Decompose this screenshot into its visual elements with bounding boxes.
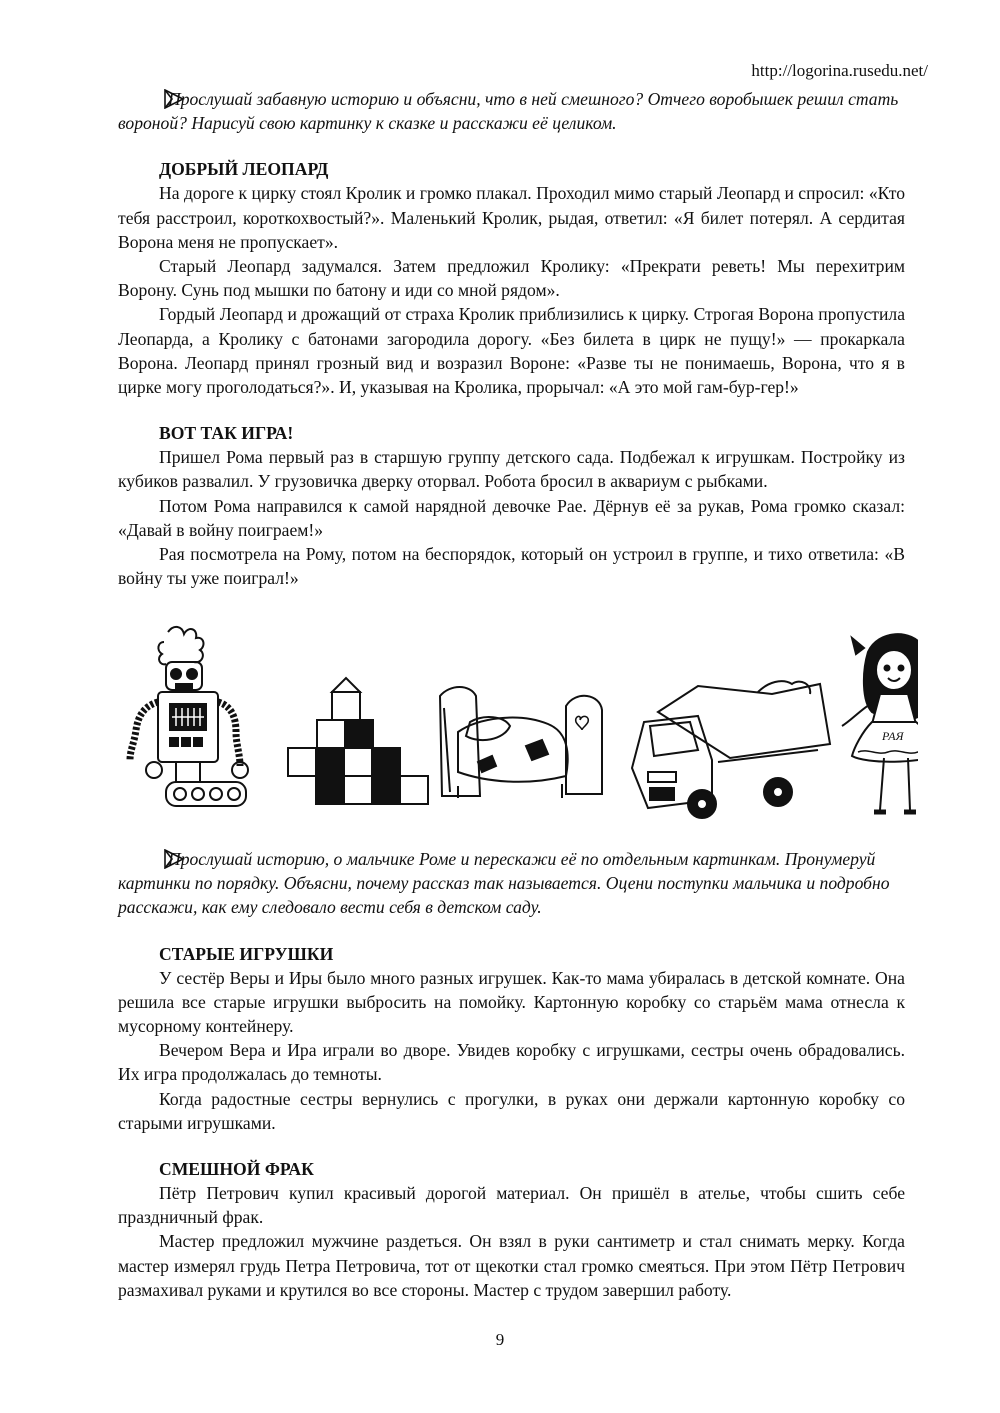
story-title-old-toys: СТАРЫЕ ИГРУШКИ: [159, 943, 334, 964]
story-paragraph: Гордый Леопард и дрожащий от страха Кролик приблизились к цирку. Строгая Ворона пропустила Леопарда, а Кролику с батонами загородила дорогу. «Без билета в цирк не пущу!» — прокаркала Ворона. Леопард принял грозный вид и возразил Вороне: «Разве ты не понимаешь, Ворона, что я в цирке могу проголодаться?». И, указывая на Кролика, прорычал: «А это мой гам-бур-гер!»: [118, 304, 905, 398]
girl-dress-label: РАЯ: [882, 729, 904, 743]
story-paragraph: У сестёр Веры и Иры было много разных игрушек. Как-то мама убиралась в детской комнате. Она решила все старые игрушки выбросить на помойку. Картонную коробку со старьём мама отнесла к мусорному контейнеру.: [118, 967, 905, 1037]
arrow-icon: [163, 849, 185, 869]
story-paragraph: Мастер предложил мужчине раздеться. Он взял в руки сантиметр и стал снимать мерку. Когда мастер измерял грудь Петра Петровича, тот от щекотки стал громко смеяться. При этом Пётр Петрович размахивал руками и крутился во все стороны. Мастер с трудом завершил работу.: [118, 1231, 905, 1300]
story-paragraph: Пётр Петрович купил красивый дорогой материал. Он пришёл в ателье, чтобы сшить себе праздничный фрак.: [118, 1183, 905, 1228]
story-paragraph: Когда радостные сестры вернулись с прогулки, в руках они держали картонную коробку со старыми игрушками.: [118, 1088, 905, 1133]
lower-text-block: [118, 847, 905, 1302]
arrow-icon: [163, 89, 185, 109]
story-paragraph: Пришел Рома первый раз в старшую группу детского сада. Подбежал к игрушкам. Постройку из кубиков развалил. У грузовичка дверку оторвал. Робота бросил в аквариум с рыбками.: [118, 447, 905, 492]
story-paragraph: На дороге к цирку стоял Кролик и громко плакал. Проходил мимо старый Леопард и спросил: «Кто тебя расстроил, короткохвостый?». Маленький Кролик, рыдая, ответил: «Я билет потерял. А сердитая Ворона меня не пропускает».: [118, 183, 905, 252]
upper-text-block: [118, 87, 905, 590]
page-number: 9: [495, 1330, 505, 1349]
task-instruction-1: Прослушай забавную историю и объясни, что в ней смешного? Отчего воробышек решил стать вороной? Нарисуй свою картинку к сказке и расскажи её целиком.: [118, 89, 899, 134]
truck-illustration: [632, 681, 830, 818]
blocks-illustration: [288, 678, 428, 804]
story-paragraph: Вечером Вера и Ира играли во дворе. Увидев коробку с игрушками, сестры очень обрадовались. Их игра продолжалась до темноты.: [118, 1040, 905, 1085]
story-title-leopard: ДОБРЫЙ ЛЕОПАРД: [159, 159, 329, 180]
header-url: http://logorina.rusedu.net/: [751, 61, 928, 80]
bed-illustration: [440, 687, 602, 798]
task-instruction-2: Прослушай историю, о мальчике Роме и перескажи её по отдельным картинкам. Пронумеруй картинки по порядку. Объясни, почему рассказ так называется. Оцени поступки мальчика и подробно расскажи, как ему следовало вести себя в детском саду.: [118, 849, 890, 918]
girl-illustration: [842, 634, 918, 812]
story-paragraph: Потом Рома направился к самой нарядной девочке Рае. Дёрнув её за рукав, Рома громко сказал: «Давай в войну поиграем!»: [118, 495, 905, 540]
story-title-funny-tailcoat: СМЕШНОЙ ФРАК: [159, 1159, 314, 1180]
story-paragraph: Рая посмотрела на Рому, потом на беспорядок, который он устроил в группе, и тихо ответила: «В войну ты уже поиграл!»: [118, 544, 905, 589]
robot-illustration: [130, 627, 248, 806]
story-pictures: [118, 622, 918, 837]
story-title-game: ВОТ ТАК ИГРА!: [159, 423, 294, 444]
story-paragraph: Старый Леопард задумался. Затем предложил Кролику: «Прекрати реветь! Мы перехитрим Ворону. Сунь под мышки по батону и иди со мной рядом».: [118, 256, 905, 301]
